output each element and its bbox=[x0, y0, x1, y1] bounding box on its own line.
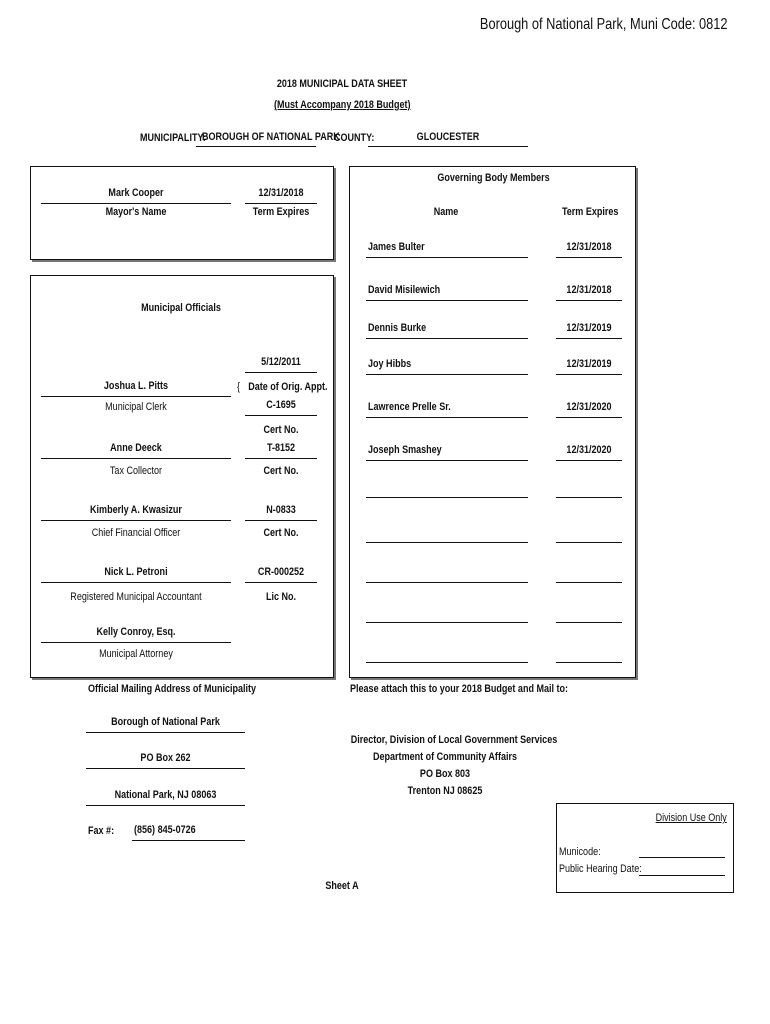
member-name: Joseph Smashey bbox=[368, 444, 442, 456]
member-term: 12/31/2018 bbox=[566, 241, 612, 253]
municipality-field bbox=[196, 130, 340, 147]
mailing-line3-field bbox=[86, 789, 245, 806]
clerk-brace: { bbox=[237, 381, 241, 393]
attach-line1: Director, Division of Local Government Services bbox=[350, 734, 558, 746]
hearing-line bbox=[639, 875, 725, 876]
member-term-field bbox=[556, 284, 622, 301]
governing-name-col: Name bbox=[433, 206, 459, 218]
tax-cert-label: Cert No. bbox=[263, 465, 299, 477]
member-term: 12/31/2019 bbox=[566, 358, 612, 370]
rma-title: Registered Municipal Accountant bbox=[70, 591, 202, 603]
attach-address bbox=[330, 734, 560, 798]
county-value: GLOUCESTER bbox=[416, 131, 480, 143]
member-term-field bbox=[556, 358, 622, 375]
governing-box bbox=[349, 166, 636, 678]
clerk-cert-label: Cert No. bbox=[263, 424, 299, 436]
municipality-value: BOROUGH OF NATIONAL PARK bbox=[202, 131, 340, 143]
member-term: 12/31/2019 bbox=[566, 322, 612, 334]
rma-name-field bbox=[41, 566, 231, 583]
mailing-line1: Borough of National Park bbox=[111, 716, 220, 728]
fax-label: Fax #: bbox=[88, 825, 115, 837]
county-field bbox=[368, 130, 528, 147]
sheet-label: Sheet A bbox=[325, 880, 359, 892]
tax-title: Tax Collector bbox=[109, 465, 163, 477]
attorney-title: Municipal Attorney bbox=[99, 648, 173, 660]
member-blank-line bbox=[366, 662, 528, 663]
member-name: Lawrence Prelle Sr. bbox=[368, 401, 451, 413]
member-name-field bbox=[366, 358, 528, 375]
member-blank-line bbox=[366, 582, 528, 583]
fax-field bbox=[132, 824, 245, 841]
hearing-label: Public Hearing Date: bbox=[559, 863, 642, 875]
cfo-cert-label: Cert No. bbox=[263, 527, 299, 539]
member-blank-line bbox=[556, 622, 622, 623]
mailing-label: Official Mailing Address of Municipality bbox=[88, 683, 257, 695]
sheet-title-block bbox=[242, 78, 442, 113]
attorney-name-field bbox=[41, 626, 231, 643]
mailing-line3: National Park, NJ 08063 bbox=[114, 789, 217, 801]
member-term-field bbox=[556, 401, 622, 418]
fax-value: (856) 845-0726 bbox=[134, 824, 196, 836]
member-name-field bbox=[366, 444, 528, 461]
mayor-name-field bbox=[41, 187, 231, 204]
clerk-orig-appt: 5/12/2011 bbox=[261, 356, 301, 368]
member-term-field bbox=[556, 444, 622, 461]
municipality-label: MUNICIPALITY: bbox=[140, 132, 206, 144]
rma-cert: CR-000252 bbox=[257, 566, 305, 578]
member-blank-line bbox=[556, 497, 622, 498]
tax-cert: T-8152 bbox=[266, 442, 296, 454]
member-name-field bbox=[366, 284, 528, 301]
clerk-cert-field bbox=[245, 399, 317, 416]
clerk-orig-appt-field bbox=[245, 356, 317, 373]
rma-cert-label: Lic No. bbox=[265, 591, 297, 603]
member-blank-line bbox=[556, 662, 622, 663]
sheet-subtitle: (Must Accompany 2018 Budget) bbox=[273, 99, 411, 111]
sheet-title: 2018 MUNICIPAL DATA SHEET bbox=[276, 78, 408, 90]
municode-line bbox=[639, 857, 725, 858]
clerk-cert: C-1695 bbox=[266, 399, 296, 411]
cfo-cert: N-0833 bbox=[266, 504, 296, 516]
member-term: 12/31/2020 bbox=[566, 401, 612, 413]
member-term: 12/31/2018 bbox=[566, 284, 612, 296]
member-name: David Misilewich bbox=[368, 284, 441, 296]
member-blank-line bbox=[366, 622, 528, 623]
attorney-name: Kelly Conroy, Esq. bbox=[96, 626, 176, 638]
officials-box bbox=[30, 275, 334, 678]
mayor-name: Mark Cooper bbox=[108, 187, 164, 199]
attach-line4: Trenton NJ 08625 bbox=[407, 785, 483, 797]
cfo-name-field bbox=[41, 504, 231, 521]
page-header-title: Borough of National Park, Muni Code: 0812 bbox=[480, 16, 728, 33]
member-term-field bbox=[556, 241, 622, 258]
attach-label: Please attach this to your 2018 Budget and Mail to: bbox=[350, 683, 569, 695]
member-name-field bbox=[366, 241, 528, 258]
rma-cert-field bbox=[245, 566, 317, 583]
member-term-field bbox=[556, 322, 622, 339]
county-label: COUNTY: bbox=[334, 132, 375, 144]
mayor-term-field bbox=[245, 187, 317, 204]
clerk-name: Joshua L. Pitts bbox=[103, 380, 169, 392]
tax-name-field bbox=[41, 442, 231, 459]
member-name-field bbox=[366, 401, 528, 418]
mayor-box bbox=[30, 166, 334, 260]
tax-cert-field bbox=[245, 442, 317, 459]
tax-name: Anne Deeck bbox=[110, 442, 162, 454]
mailing-line2-field bbox=[86, 752, 245, 769]
officials-heading: Municipal Officials bbox=[141, 302, 221, 314]
clerk-name-field bbox=[41, 380, 231, 397]
member-name-field bbox=[366, 322, 528, 339]
mailing-line2: PO Box 262 bbox=[140, 752, 191, 764]
mayor-term-label: Term Expires bbox=[252, 206, 310, 218]
member-blank-line bbox=[366, 542, 528, 543]
attach-line2: Department of Community Affairs bbox=[372, 751, 517, 763]
mayor-term: 12/31/2018 bbox=[258, 187, 304, 199]
attach-line3: PO Box 803 bbox=[419, 768, 471, 780]
rma-name: Nick L. Petroni bbox=[104, 566, 168, 578]
member-name: James Bulter bbox=[368, 241, 425, 253]
clerk-appt-label: Date of Orig. Appt. bbox=[248, 381, 328, 393]
member-blank-line bbox=[556, 582, 622, 583]
clerk-title: Municipal Clerk bbox=[105, 401, 167, 413]
cfo-title: Chief Financial Officer bbox=[91, 527, 181, 539]
member-name: Joy Hibbs bbox=[368, 358, 412, 370]
cfo-cert-field bbox=[245, 504, 317, 521]
member-blank-line bbox=[366, 497, 528, 498]
cfo-name: Kimberly A. Kwasizur bbox=[90, 504, 182, 516]
mailing-line1-field bbox=[86, 716, 245, 733]
mayor-name-label: Mayor's Name bbox=[105, 206, 167, 218]
member-blank-line bbox=[556, 542, 622, 543]
member-name: Dennis Burke bbox=[368, 322, 427, 334]
governing-term-col: Term Expires bbox=[561, 206, 619, 218]
municode-label: Municode: bbox=[559, 846, 601, 858]
governing-heading: Governing Body Members bbox=[437, 172, 550, 184]
member-term: 12/31/2020 bbox=[566, 444, 612, 456]
division-title: Division Use Only bbox=[655, 812, 727, 824]
division-use-box bbox=[556, 803, 734, 893]
